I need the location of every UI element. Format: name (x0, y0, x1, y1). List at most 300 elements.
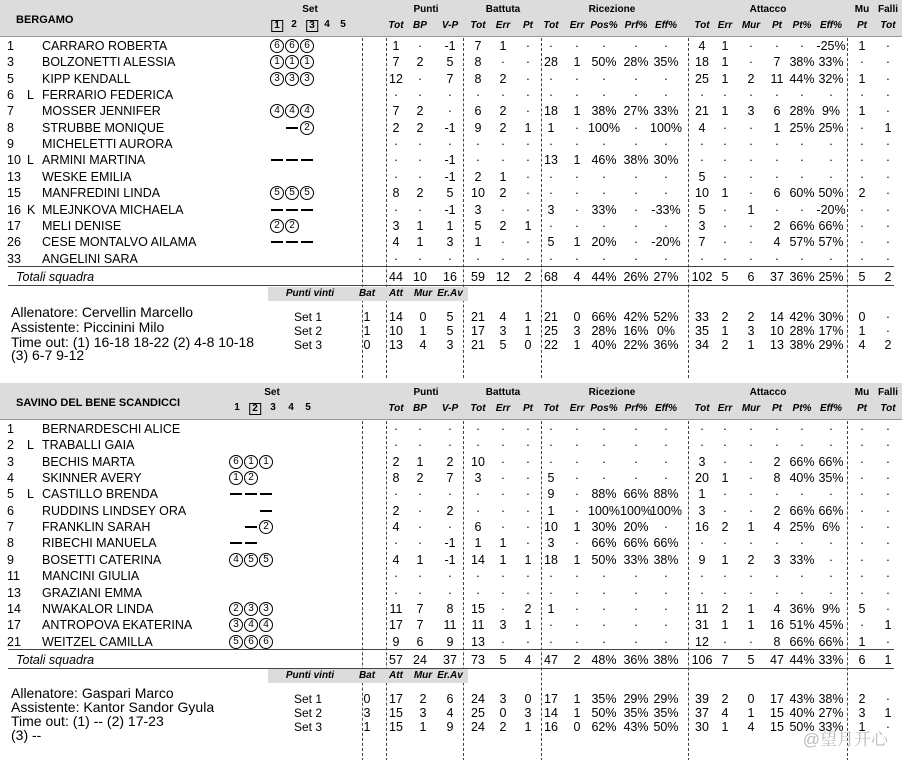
stat-cell: 33% (653, 104, 679, 119)
stat-cell: · (601, 454, 607, 469)
stat-cell: · (601, 601, 607, 616)
stat-cell: · (601, 634, 607, 649)
player-name: SKINNER AVERY (42, 471, 142, 486)
set-stat-cell: 0 (524, 338, 532, 352)
set-number: 3 (270, 402, 276, 413)
stat-cell: · (633, 438, 639, 453)
column-divider (688, 38, 689, 378)
stat-cell: · (859, 88, 865, 103)
stat-cell: · (699, 88, 705, 103)
stat-cell: · (885, 422, 891, 436)
player-sets (270, 88, 314, 102)
stat-cell: 5 (547, 471, 555, 486)
set-stat-cell: 0 (573, 310, 581, 324)
stat-cell: · (500, 569, 506, 584)
stat-cell: · (525, 104, 531, 119)
player-name: CARRARO ROBERTA (42, 39, 168, 53)
player-name: ANGELINI SARA (42, 251, 138, 266)
stat-cell: 2 (446, 454, 454, 469)
player-number: 6 (7, 503, 14, 518)
stat-cell: · (885, 39, 891, 53)
stat-cell: 7 (392, 55, 400, 70)
stat-cell: · (885, 634, 891, 649)
set-stat-cell: 1 (858, 720, 866, 734)
stat-cell: · (722, 88, 728, 103)
stat-cell: · (525, 487, 531, 502)
stat-cell: · (574, 618, 580, 633)
totals-cell: 12 (496, 270, 510, 284)
stat-cell: 1 (416, 235, 424, 250)
stat-cell: · (885, 487, 891, 502)
set-stat-cell: 21 (544, 310, 558, 324)
stat-cell: · (500, 503, 506, 518)
set-number: 2 (249, 403, 261, 415)
set-stat-cell: 17 (770, 692, 784, 706)
coach-line: Time out: (1) -- (2) 17-23 (11, 713, 164, 729)
column-header: Mur (741, 403, 761, 414)
stat-cell: 6 (773, 104, 781, 119)
totals-cell: 4 (524, 653, 532, 667)
stat-cell: 3 (446, 235, 454, 250)
stat-cell: · (574, 536, 580, 551)
player-sets (270, 153, 314, 167)
set-stat-cell: 0 (524, 692, 532, 706)
player-name: MICHELETTI AURORA (42, 137, 173, 152)
stat-cell: · (601, 585, 607, 600)
stat-cell: · (548, 569, 554, 584)
set-stat-cell: 1 (858, 324, 866, 338)
stat-cell: · (447, 88, 453, 103)
player-number: 5 (7, 71, 14, 86)
set-bench-dash (270, 203, 284, 217)
stat-cell: 28 (544, 55, 558, 70)
column-header: Pt (857, 20, 867, 31)
stat-cell: · (859, 422, 865, 436)
totals-cell: 57 (389, 653, 403, 667)
player-number: 9 (7, 137, 14, 152)
group-header: Falli (877, 387, 899, 398)
totals-cell: 5 (721, 270, 729, 284)
stat-cell: 28% (623, 55, 649, 70)
stat-cell: 1 (474, 536, 482, 551)
coach-line: Assistente: Kantor Sandor Gyula (11, 699, 215, 715)
group-header: Attacco (749, 387, 787, 398)
stat-cell: 4 (698, 120, 706, 135)
totals-cell: 68 (544, 270, 558, 284)
stat-cell: · (393, 169, 399, 184)
stat-cell: 38% (623, 153, 649, 168)
set-stat-cell: 50% (789, 720, 815, 734)
set-points-cell: 1 (363, 720, 371, 734)
stat-cell: · (828, 438, 834, 453)
stat-cell: · (722, 120, 728, 135)
set-heading: Set (302, 4, 318, 15)
stat-cell: -1 (444, 552, 456, 567)
stat-cell: -1 (444, 120, 456, 135)
set-rotation-position: 2 (229, 602, 243, 616)
stat-cell: · (500, 438, 506, 453)
player-sets (270, 137, 314, 151)
set-stat-cell: 10 (770, 324, 784, 338)
totals-cell: 36% (789, 270, 815, 284)
stat-cell: · (525, 569, 531, 584)
stat-cell: · (417, 438, 423, 453)
stat-cell: -1 (444, 39, 456, 53)
set-stat-cell: 16% (623, 324, 649, 338)
stat-cell: · (748, 251, 754, 266)
totals-cell: 36% (623, 653, 649, 667)
set-rotation-position: 2 (285, 219, 299, 233)
stat-cell: · (548, 137, 554, 152)
stat-cell: · (500, 487, 506, 502)
stat-cell: 35% (818, 471, 844, 486)
stat-cell: · (393, 536, 399, 551)
stat-cell: 1 (721, 55, 729, 70)
set-stat-cell: 25 (544, 324, 558, 338)
stat-cell: 1 (721, 71, 729, 86)
stat-cell: 100% (620, 503, 652, 518)
set-stat-cell: 16 (544, 720, 558, 734)
stat-cell: · (885, 137, 891, 152)
stat-cell: 9 (547, 487, 555, 502)
stat-cell: 1 (573, 235, 581, 250)
group-header: Ricezione (588, 4, 636, 15)
stat-cell: · (885, 569, 891, 584)
column-header: Tot (388, 20, 404, 31)
stat-cell: · (663, 218, 669, 233)
totals-cell: 102 (691, 270, 713, 284)
set-stat-cell: 42% (789, 310, 815, 324)
set-stat-cell: 30% (818, 310, 844, 324)
stat-cell: 88% (591, 487, 617, 502)
set-stat-cell: 3 (747, 324, 755, 338)
set-number: 5 (340, 19, 346, 30)
set-rotation-position: 1 (270, 55, 284, 69)
set-rotation-position: 3 (300, 72, 314, 86)
set-stat-cell: 15 (770, 720, 784, 734)
stat-cell: 13 (471, 634, 485, 649)
stat-cell: 4 (392, 235, 400, 250)
set-stat-cell: 25 (471, 706, 485, 720)
stat-cell: · (633, 186, 639, 201)
stat-cell: 11 (770, 71, 784, 86)
stat-cell: · (525, 202, 531, 217)
stat-cell: 2 (721, 601, 729, 616)
set-stat-cell: 17 (544, 692, 558, 706)
player-name: CESE MONTALVO AILAMA (42, 235, 197, 250)
set-rotation-position: 1 (259, 455, 273, 469)
points-won-col-header: Er.Av (437, 670, 463, 681)
set-rotation-position: 5 (259, 553, 273, 567)
stat-cell: · (525, 520, 531, 535)
stat-cell: · (601, 618, 607, 633)
player-name: KIPP KENDALL (42, 71, 131, 86)
set-points-cell: 1 (419, 324, 427, 338)
row-separator (8, 285, 894, 286)
stat-cell: 30% (653, 153, 679, 168)
stat-cell: · (828, 585, 834, 600)
set-bench-dash (300, 203, 314, 217)
stat-cell: · (722, 536, 728, 551)
stat-cell: · (885, 536, 891, 551)
set-stat-cell: 0 (858, 310, 866, 324)
stat-cell: 66% (653, 536, 679, 551)
set-stat-cell: 50% (653, 720, 679, 734)
stat-cell: 66% (623, 487, 649, 502)
stat-cell: 66% (789, 503, 815, 518)
stat-cell: · (475, 569, 481, 584)
stat-cell: 2 (416, 120, 424, 135)
player-name: NWAKALOR LINDA (42, 601, 154, 616)
stat-cell: · (500, 585, 506, 600)
stat-cell: · (393, 202, 399, 217)
player-number: 8 (7, 120, 14, 135)
stat-cell: · (633, 618, 639, 633)
totals-cell: 2 (524, 270, 532, 284)
stat-cell: 2 (416, 55, 424, 70)
totals-cell: 33% (818, 653, 844, 667)
stat-cell: · (633, 169, 639, 184)
player-name: BERNARDESCHI ALICE (42, 422, 181, 436)
stat-cell: · (774, 422, 780, 436)
set-stat-cell: 15 (770, 706, 784, 720)
set-rotation-position: 4 (285, 104, 299, 118)
set-stat-cell: 28% (789, 324, 815, 338)
stat-cell: · (548, 454, 554, 469)
set-stat-cell: 34 (695, 338, 709, 352)
stat-cell: 2 (499, 120, 507, 135)
stat-cell: 2 (499, 186, 507, 201)
stat-cell: 3 (392, 218, 400, 233)
set-stat-cell: 35 (695, 324, 709, 338)
set-stat-cell: 39 (695, 692, 709, 706)
stat-cell: · (574, 137, 580, 152)
stat-cell: 1 (884, 120, 892, 135)
stat-cell: · (548, 39, 554, 53)
stat-cell: · (574, 88, 580, 103)
set-stat-cell: 33 (695, 310, 709, 324)
set-bench-dash (229, 536, 243, 550)
set-stat-cell: 30 (695, 720, 709, 734)
stat-cell: · (574, 71, 580, 86)
column-header: Tot (470, 20, 486, 31)
stat-cell: · (885, 438, 891, 453)
set-points-cell: 0 (363, 338, 371, 352)
set-rotation-position: 3 (285, 72, 299, 86)
stat-cell: 8 (392, 186, 400, 201)
column-divider (386, 38, 387, 378)
stat-cell: · (393, 137, 399, 152)
stat-cell: · (722, 169, 728, 184)
stat-cell: 30% (591, 520, 617, 535)
team-name: SAVINO DEL BENE SCANDICCI (16, 397, 181, 409)
stat-cell: · (699, 438, 705, 453)
column-divider (541, 421, 542, 760)
stat-cell: -20% (816, 202, 846, 217)
stat-cell: 9% (821, 601, 841, 616)
set-rotation-position: 5 (244, 553, 258, 567)
stat-cell: 5 (547, 235, 555, 250)
set-points-cell: 5 (446, 324, 454, 338)
player-sets (229, 618, 273, 632)
totals-cell: 38% (653, 653, 679, 667)
stat-cell: 1 (858, 39, 866, 53)
stat-cell: 6 (773, 186, 781, 201)
set-stat-cell: 38% (789, 338, 815, 352)
player-number: 4 (7, 471, 14, 486)
player-sets (270, 170, 314, 184)
player-sets (229, 520, 273, 534)
stat-cell: · (475, 422, 481, 436)
set-bench-dash (285, 121, 299, 135)
stat-cell: · (574, 39, 580, 53)
stat-cell: · (799, 137, 805, 152)
set-stat-cell: 1 (747, 706, 755, 720)
stat-cell: 1 (721, 618, 729, 633)
points-won-col-header: Att (389, 288, 403, 299)
stat-cell: 6 (416, 634, 424, 649)
column-header: V-P (441, 403, 459, 414)
team-name: BERGAMO (16, 14, 74, 26)
set-stat-cell: 4 (499, 310, 507, 324)
stat-cell: · (722, 153, 728, 168)
stat-cell: 1 (698, 487, 706, 502)
stat-cell: · (774, 536, 780, 551)
set-stat-cell: 43% (623, 720, 649, 734)
stat-cell: 1 (547, 120, 555, 135)
stat-cell: 11 (695, 601, 709, 616)
set-number: 2 (291, 19, 297, 30)
stat-cell: · (722, 487, 728, 502)
stat-cell: · (799, 153, 805, 168)
stat-cell: 7 (474, 39, 482, 53)
stat-cell: · (748, 471, 754, 486)
stat-cell: · (748, 120, 754, 135)
stat-cell: · (748, 422, 754, 436)
player-sets (270, 104, 314, 118)
stat-cell: · (722, 454, 728, 469)
stat-cell: · (548, 634, 554, 649)
stat-cell: 50% (591, 55, 617, 70)
player-number: 9 (7, 552, 14, 567)
player-number: 10 (7, 153, 21, 168)
player-number: 13 (7, 585, 21, 600)
column-header: BP (413, 20, 427, 31)
stat-cell: · (548, 251, 554, 266)
column-header: Eff% (654, 20, 678, 31)
set-rotation-position: 4 (300, 104, 314, 118)
set-number: 4 (324, 19, 330, 30)
stat-cell: · (722, 137, 728, 152)
stat-cell: · (447, 137, 453, 152)
stat-cell: · (393, 422, 399, 436)
stat-cell: 20% (623, 520, 649, 535)
stat-cell: 33% (591, 202, 617, 217)
set-stat-cell: 33% (818, 720, 844, 734)
stat-cell: · (663, 454, 669, 469)
stat-cell: · (525, 585, 531, 600)
set-points-cell: 1 (363, 310, 371, 324)
stat-cell: · (500, 235, 506, 250)
stat-cell: · (859, 487, 865, 502)
column-header: BP (413, 403, 427, 414)
stat-cell: 1 (747, 601, 755, 616)
stat-cell: 1 (499, 39, 507, 53)
stat-cell: 28% (789, 104, 815, 119)
coach-line: (3) -- (11, 727, 42, 743)
set-points-cell: 17 (389, 692, 403, 706)
stat-cell: · (748, 186, 754, 201)
stat-cell: 12 (695, 634, 709, 649)
stat-cell: · (633, 137, 639, 152)
stat-cell: · (859, 520, 865, 535)
stat-cell: 1 (858, 71, 866, 86)
player-number: 15 (7, 186, 21, 201)
totals-cell: 5 (747, 653, 755, 667)
stat-cell: · (828, 569, 834, 584)
set-stat-cell: 66% (591, 310, 617, 324)
stat-cell: · (859, 618, 865, 633)
stat-cell: 27% (623, 104, 649, 119)
set-stat-cell: 2 (499, 720, 507, 734)
set-stat-cell: 17% (818, 324, 844, 338)
stat-cell: 3 (747, 104, 755, 119)
stat-cell: 4 (698, 39, 706, 53)
stat-cell: · (475, 137, 481, 152)
stat-cell: 1 (573, 153, 581, 168)
stat-cell: 88% (653, 487, 679, 502)
stat-cell: · (748, 536, 754, 551)
set-stat-cell: 3 (573, 324, 581, 338)
stat-cell: · (799, 39, 805, 53)
points-won-col-header: Er.Av (437, 288, 463, 299)
stat-cell: · (500, 471, 506, 486)
set-stat-cell: 40% (789, 706, 815, 720)
set-stat-cell: 1 (573, 706, 581, 720)
stat-cell: · (774, 137, 780, 152)
stat-cell: · (574, 487, 580, 502)
set-stat-cell: · (885, 310, 891, 324)
player-name: MOSSER JENNIFER (42, 104, 161, 119)
stat-cell: 8 (474, 55, 482, 70)
stat-cell: 50% (818, 186, 844, 201)
stat-cell: 51% (789, 618, 815, 633)
stat-cell: 1 (721, 471, 729, 486)
player-number: 13 (7, 169, 21, 184)
stat-cell: · (748, 487, 754, 502)
stat-cell: · (574, 601, 580, 616)
set-stat-cell: 1 (747, 338, 755, 352)
set-bench-dash (229, 487, 243, 501)
player-number: 33 (7, 251, 21, 266)
player-role: L (27, 487, 34, 502)
stat-cell: 33% (789, 552, 815, 567)
stat-cell: 2 (721, 520, 729, 535)
stat-cell: 4 (773, 601, 781, 616)
set-rotation-position: 6 (259, 635, 273, 649)
stat-cell: 1 (773, 120, 781, 135)
stat-cell: · (885, 585, 891, 600)
set-rotation-position: 3 (229, 618, 243, 632)
set-stat-cell: 21 (471, 310, 485, 324)
stat-cell: · (885, 186, 891, 201)
stat-cell: · (885, 454, 891, 469)
stat-cell: · (663, 39, 669, 53)
stat-cell: 7 (446, 471, 454, 486)
stat-cell: · (500, 251, 506, 266)
column-header: Err (717, 403, 733, 414)
stat-cell: · (799, 536, 805, 551)
